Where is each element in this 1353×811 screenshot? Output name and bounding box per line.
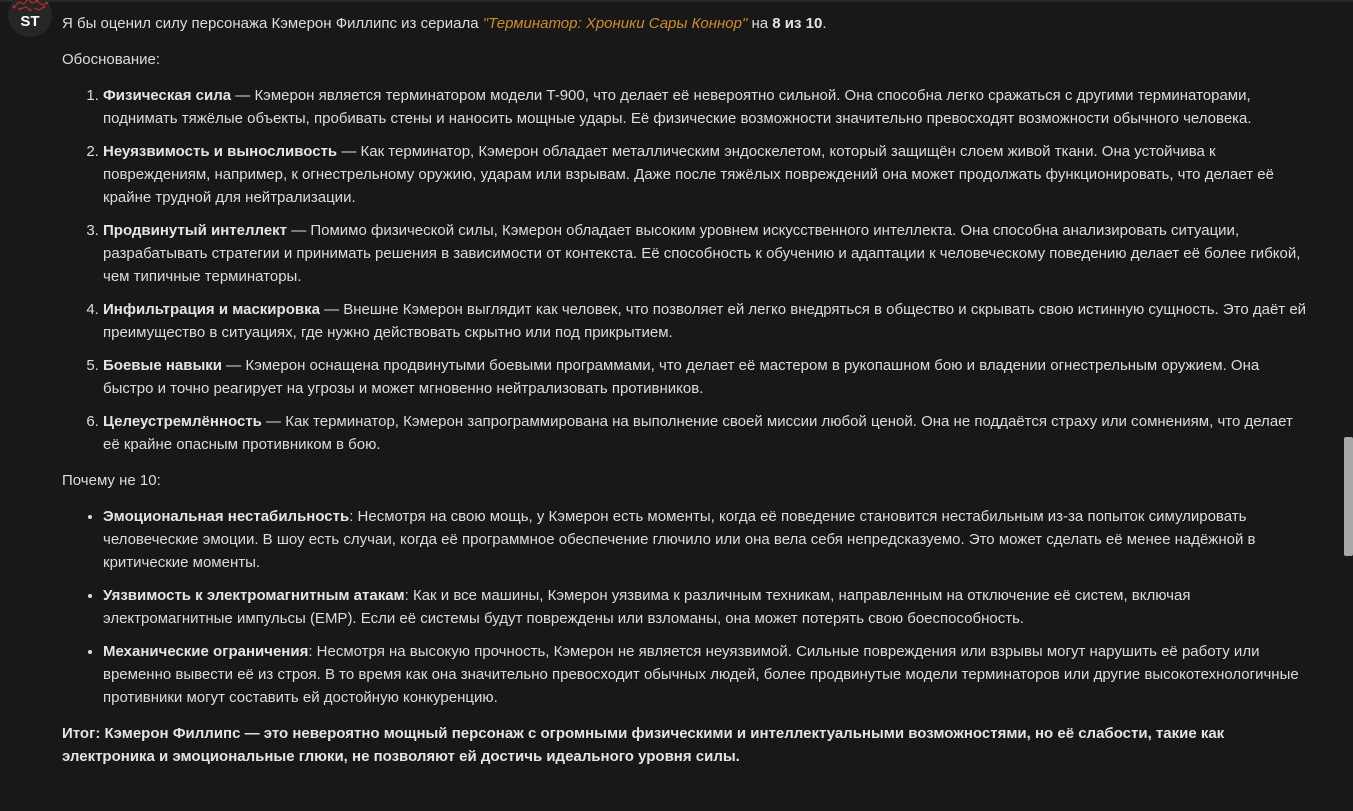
intro-end: . [822, 15, 827, 32]
message-text [62, 12, 1307, 768]
list-item [103, 219, 1307, 288]
strength-body: — Как терминатор, Кэмерон обладает металлическим эндоскелетом, который защищён слоем живой ткани. Она устойчива к повреждениям, например, к огнестрельному оружию, ударам или взрывам. Даже после тяжёлых повреждений она может продолжать функционировать, что делает её крайне трудной для нейтрализации. [103, 143, 1274, 206]
list-item [103, 84, 1307, 130]
strength-body: — Кэмерон является терминатором модели T-900, что делает её невероятно сильной. Она способна легко сражаться с другими терминаторами, поднимать тяжёлые объекты, пробивать стены и наносить мощные удары. Её физические возможности значительно превосходят возможности обычного человека. [103, 87, 1252, 127]
why-not-label: Почему не 10: [62, 472, 161, 489]
weaknesses-list [62, 505, 1307, 709]
weakness-body: : Как и все машины, Кэмерон уязвима к различным техникам, направленным на отключение её систем, включая электромагнитные импульсы (EMP). Если её системы будут повреждены или взломаны, она может потерять свою боеспособность. [103, 587, 1191, 627]
strength-body: — Кэмерон оснащена продвинутыми боевыми программами, что делает её мастером в рукопашном бою и владении огнестрельным оружием. Она быстро и точно реагирует на угрозы и может мгновенно нейтрализовать противников. [103, 357, 1260, 397]
strength-title: Продвинутый интеллект [103, 222, 288, 239]
conclusion-paragraph: Итог: Кэмерон Филлипс — это невероятно мощный персонаж с огромными физическими и интеллектуальными возможностями, но её слабости, такие как электроника и эмоциональные глюки, не позволяют ей достичь идеального уровня силы. [62, 725, 1225, 765]
weakness-title: Механические ограничения [103, 643, 309, 660]
series-title-quote: "Терминатор: Хроники Сары Коннор" [482, 15, 748, 32]
weakness-body: : Несмотря на свою мощь, у Кэмерон есть моменты, когда её поведение становится нестабильным из-за попыток симулировать человеческие эмоции. В шоу есть случаи, когда её программное обеспечение глючило или она вела себя непредсказуемо. Это может сделать её менее надёжной в критические моменты. [103, 508, 1256, 571]
strength-body: — Как терминатор, Кэмерон запрограммирована на выполнение своей миссии любой ценой. Она не поддаётся страху или сомнениям, что делает её крайне опасным противником в бою. [103, 413, 1293, 453]
scrollbar-thumb[interactable] [1344, 437, 1353, 556]
list-item [103, 505, 1307, 574]
strength-title: Целеустремлённость [103, 413, 262, 430]
weakness-title: Уязвимость к электромагнитным атакам [103, 587, 405, 604]
avatar-label: ST [20, 13, 40, 30]
strength-body: — Помимо физической силы, Кэмерон обладает высоким уровнем искусственного интеллекта. Она способна анализировать ситуации, разрабатывать стратегии и принимать решения в зависимости от контекста. Её способность к обучению и адаптации к человеческому поведению делает её более гибкой, чем типичные терминаторы. [103, 222, 1301, 285]
intro-paragraph [62, 12, 1307, 35]
intro-mid: на [747, 15, 773, 32]
strength-title: Боевые навыки [103, 357, 222, 374]
list-item [103, 410, 1307, 456]
strength-body: — Внешне Кэмерон выглядит как человек, что позволяет ей легко внедряться в общество и скрывать свою истинную сущность. Это даёт ей преимущество в ситуациях, где нужно действовать скрытно или под прикрытием. [103, 301, 1307, 341]
strength-title: Инфильтрация и маскировка [103, 301, 320, 318]
list-item [103, 584, 1307, 630]
weakness-title: Эмоциональная нестабильность [103, 508, 350, 525]
list-item [103, 640, 1307, 709]
weakness-body: : Несмотря на высокую прочность, Кэмерон не является неуязвимой. Сильные повреждения или взрывы могут нарушить её работу или временно вывести её из строя. В то время как она значительно превосходит обычных людей, более продвинутые модели терминаторов или другие высокотехнологичные противники могут составить ей достойную конкуренцию. [103, 643, 1299, 706]
st-logo-icon [8, 0, 52, 37]
strength-title: Физическая сила [103, 87, 232, 104]
strength-title: Неуязвимость и выносливость [103, 143, 338, 160]
rating-value: 8 из 10 [772, 15, 823, 32]
list-item [103, 298, 1307, 344]
avatar[interactable] [8, 0, 52, 37]
justification-label: Обоснование: [62, 51, 161, 68]
list-item [103, 354, 1307, 400]
strengths-list [62, 84, 1307, 456]
list-item [103, 140, 1307, 209]
intro-text: Я бы оценил силу персонажа Кэмерон Филлипс из сериала [62, 15, 483, 32]
